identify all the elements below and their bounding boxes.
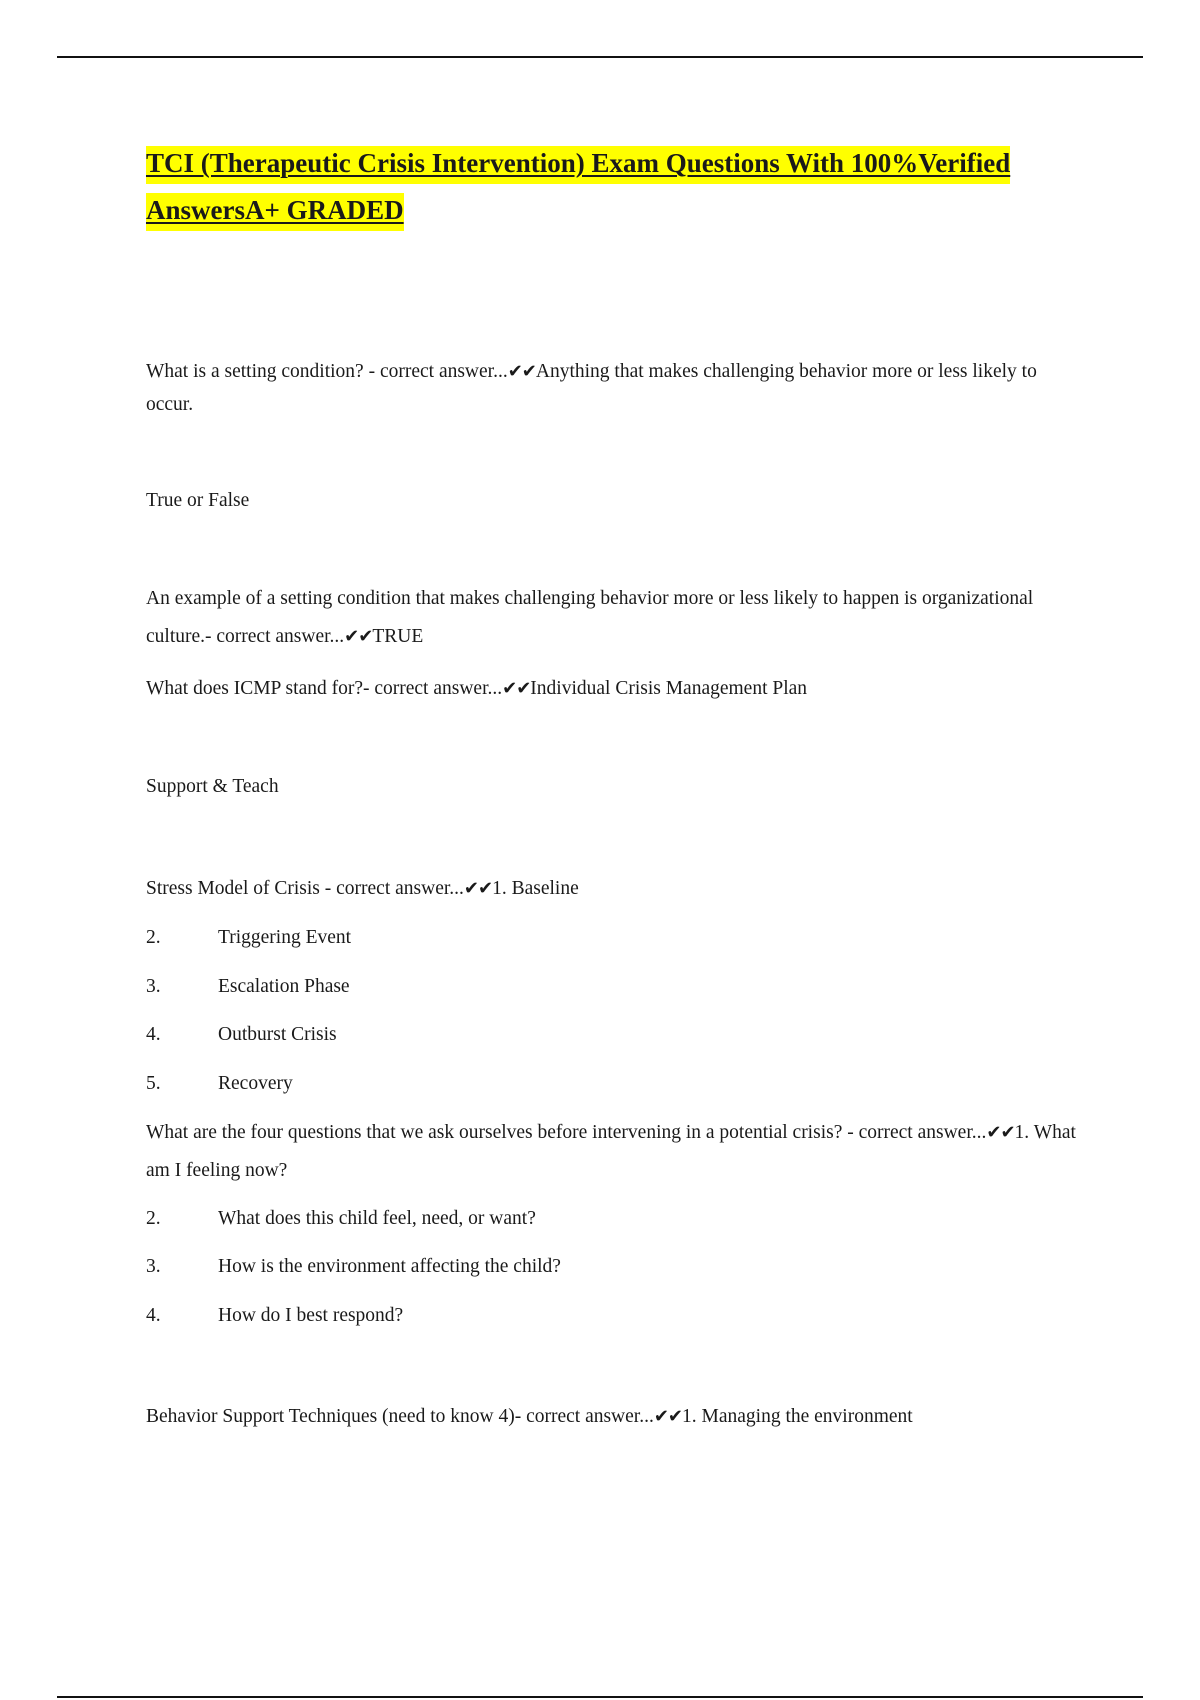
question-text: Stress Model of Crisis - correct answer... — [146, 878, 464, 899]
answer-text: Anything that makes challenging behavior more or less likely to occur. — [146, 361, 1037, 415]
answer-text: TRUE — [372, 626, 424, 647]
list-item: 4. How do I best respond? — [146, 1305, 404, 1326]
question-text: An example of a setting condition that makes challenging behavior more or less likely to happen is organizational culture.- correct answer... — [146, 588, 1034, 647]
footer-rule — [57, 1696, 1143, 1698]
support-teach-heading: Support & Teach — [146, 776, 279, 797]
list-item: 3. Escalation Phase — [146, 976, 350, 997]
qa-organizational-culture — [146, 580, 1086, 656]
qa-setting-condition — [146, 355, 1086, 421]
qa-four-questions — [146, 1114, 1086, 1190]
question-text: Behavior Support Techniques (need to know 4)- correct answer... — [146, 1406, 654, 1427]
double-check-icon: ✔✔ — [344, 626, 373, 647]
true-false-heading: True or False — [146, 490, 250, 511]
double-check-icon: ✔✔ — [507, 361, 536, 382]
qa-icmp — [146, 672, 1086, 705]
qa-behavior-support — [146, 1400, 1086, 1433]
question-text: What does ICMP stand for?- correct answer... — [146, 678, 503, 699]
list-item: 4. Outburst Crisis — [146, 1024, 337, 1045]
answer-text: 1. Baseline — [492, 878, 579, 899]
list-item: 3. How is the environment affecting the child? — [146, 1256, 561, 1277]
document-title-text: TCI (Therapeutic Crisis Intervention) Exam Questions With 100%Verified AnswersA+ GRADED — [146, 146, 1010, 231]
double-check-icon: ✔✔ — [502, 678, 531, 699]
answer-text: 1. Managing the environment — [682, 1406, 913, 1427]
answer-text: 1. What am I feeling now? — [146, 1122, 1076, 1181]
list-item: 2. Triggering Event — [146, 927, 352, 948]
double-check-icon: ✔✔ — [653, 1406, 683, 1427]
list-item: 2. What does this child feel, need, or want? — [146, 1208, 536, 1229]
header-rule — [57, 56, 1143, 58]
double-check-icon: ✔✔ — [463, 878, 493, 899]
list-item: 5. Recovery — [146, 1073, 293, 1094]
answer-text: Individual Crisis Management Plan — [530, 678, 808, 699]
question-text: What is a setting condition? - correct answer... — [146, 361, 508, 382]
question-text: What are the four questions that we ask ourselves before intervening in a potential crisis? - correct answer... — [146, 1122, 987, 1143]
document-title — [146, 140, 1086, 234]
double-check-icon: ✔✔ — [986, 1122, 1015, 1143]
qa-stress-model — [146, 872, 1086, 905]
